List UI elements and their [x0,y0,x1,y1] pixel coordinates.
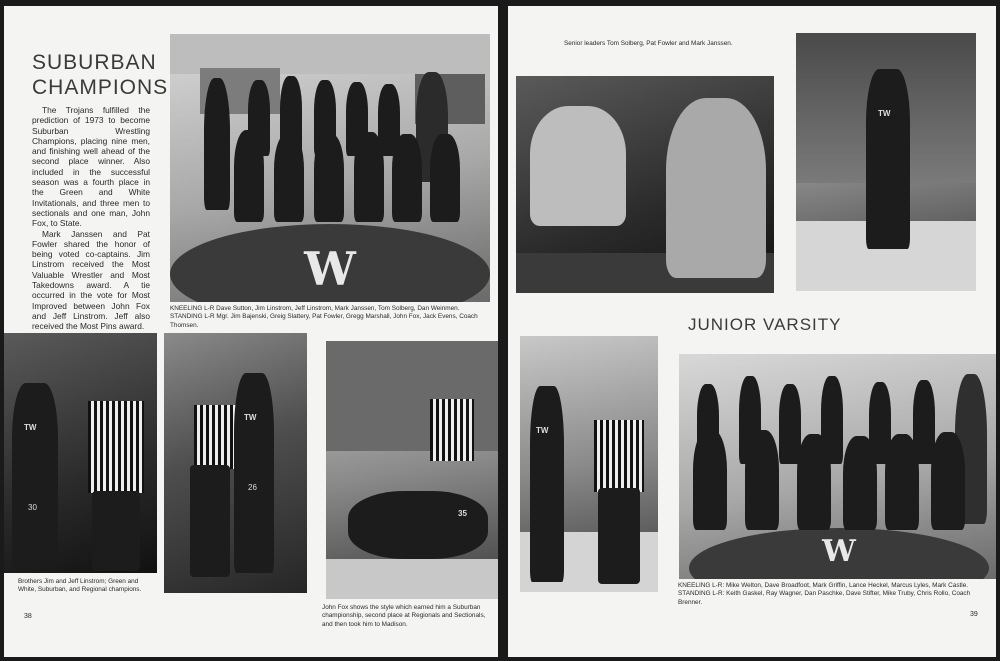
referee [594,420,644,492]
team-member [274,134,304,222]
referee-legs [92,491,140,571]
team-member [843,436,877,530]
brothers-photo [4,333,157,573]
wrestler-right [666,98,766,278]
wrestler [234,373,274,573]
team-member [745,430,779,530]
jersey-letters: TW [24,423,37,432]
article-paragraph-2: Mark Janssen and Pat Fowler shared the honor of being voted co-captains. Jim Linstrom received the Most Valuable Wrestler and Most Takedowns award. A tie occurred in the vote for Most Improved between John Fox and Jeff Linstrom. Jeff also received the Most Pins award. [32,228,150,332]
team-member [314,134,344,222]
referee [430,399,474,461]
fox-caption: John Fox shows the style which earned him a Suburban championship, second place at Regionals and Sectionals, and then took him to Madison. [322,604,486,628]
team-member [354,132,384,222]
jv-caption: KNEELING L-R: Mike Welton, Dave Broadfoot, Mark Griffin, Lance Heckel, Marcus Lyles, Mark Castle. STANDING L-R: Keith Gaskel, Ray Wagner, Dan Paschke, Dave Stifter, Mike Truby, Chris Rollo, Coach Brenner. [678,582,971,606]
page-number: 39 [970,611,978,618]
senior-leaders-photo [516,76,774,293]
jv-team-photo [679,354,996,579]
referee [88,401,144,493]
mat-letter: W [304,242,356,296]
wrestler-on-mat-photo [796,33,976,291]
article-paragraph-1: The Trojans fulfilled the prediction of 1973 to become Suburban Wrestling Champions, placing nine men, and finishing well ahead of the second place winner. Also included in the successful season was a fourth place in the Green and White Invitationals, and three men to sectionals and one man, John Fox, to State. [32,105,150,229]
brothers-caption: Brothers Jim and Jeff Linstrom; Green and White, Suburban, and Regional champions. [18,578,142,594]
jersey-letters: TW [878,109,891,118]
referee-legs [190,465,230,577]
team-member [430,134,460,222]
jersey-number: 26 [248,483,257,492]
team-member [392,134,422,222]
mat-letter: W [822,534,856,570]
headline-line-1: SUBURBAN [32,51,157,74]
wrestlers-on-mat [348,491,488,559]
headline-line-2: CHAMPIONS [32,76,169,99]
wrestler-left [530,106,626,226]
jersey-letters: TW [536,426,549,435]
wrestler [866,69,910,249]
senior-leaders-caption: Senior leaders Tom Solberg, Pat Fowler and Mark Janssen. [564,40,733,47]
john-fox-photo [326,341,498,599]
referee-wrestler-photo [164,333,307,593]
mat-logo [170,224,490,302]
team-member [204,78,230,210]
left-page [4,6,498,657]
article-body [32,105,150,332]
mat-logo [689,528,989,579]
team-member [234,130,264,222]
team-member [797,434,831,530]
jv-referee-photo [520,336,658,592]
referee-legs [598,488,640,584]
team-member [931,432,965,530]
wrestler [12,383,58,567]
jersey-letters: TW [244,413,257,422]
wrestler [530,386,564,582]
team-member [693,430,727,530]
jersey-number: 30 [28,503,37,512]
team-member [779,384,801,464]
headline-suburban-champions [32,50,168,100]
referee [194,405,238,469]
headline-junior-varsity: JUNIOR VARSITY [688,315,842,334]
team-member [885,434,919,530]
page-number: 38 [24,613,32,620]
team-caption: KNEELING L-R Dave Sutton, Jim Linstrom, Jeff Linstrom, Mark Janssen, Tom Solberg, Dan Weinmen. STANDING L-R Mgr. Jim Bajenski, Greig Slattery, Pat Fowler, Gregg Marshall, John Fox, Jack Evens, Coach Thomsen. [170,305,478,329]
jersey-number: 35 [458,509,467,518]
varsity-team-photo [170,34,490,302]
right-page [508,6,996,657]
